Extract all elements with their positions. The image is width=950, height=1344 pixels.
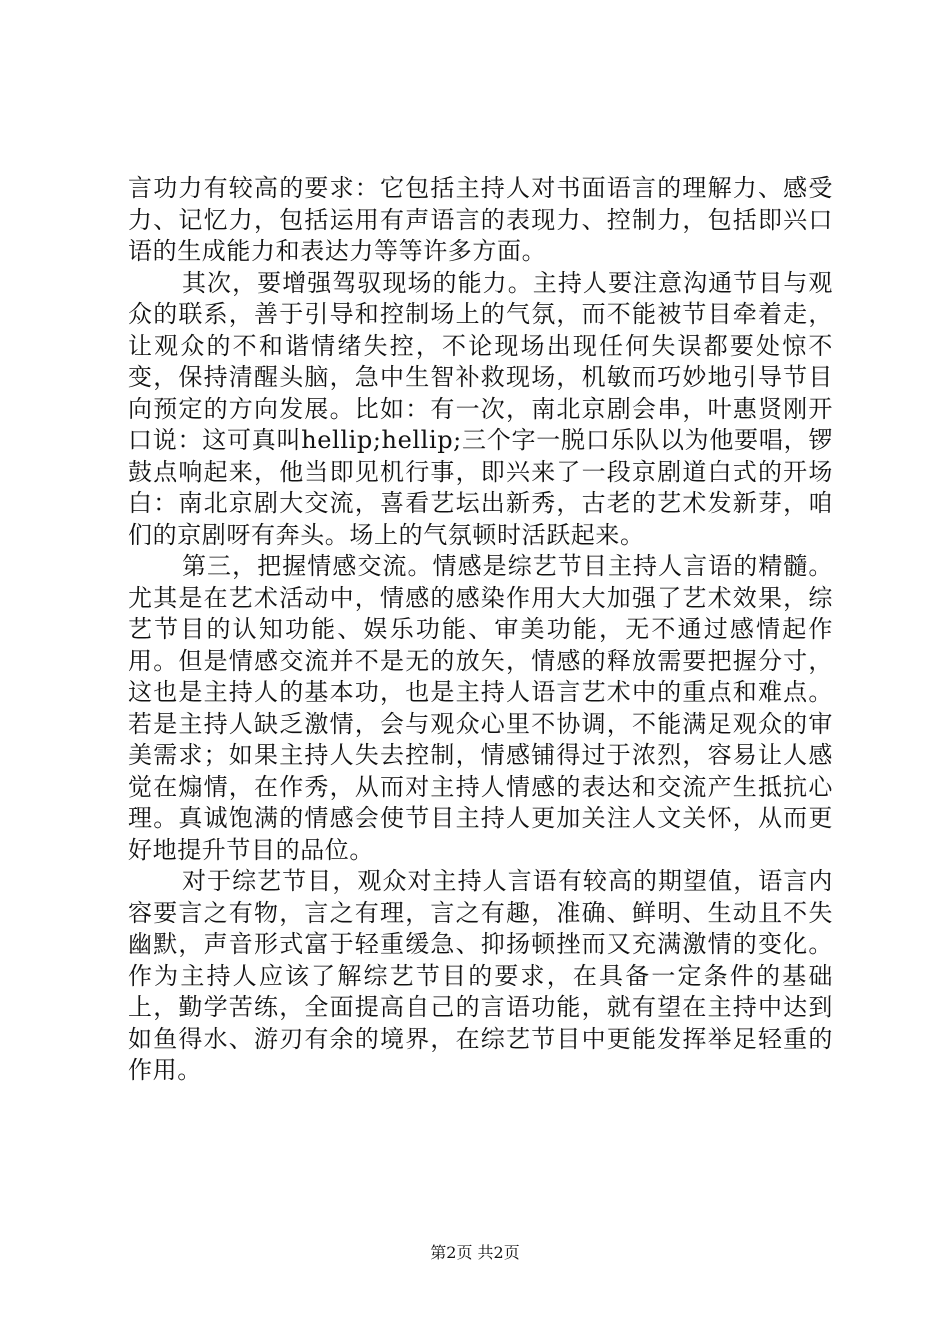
paragraph-4: 对于综艺节目，观众对主持人言语有较高的期望值，语言内容要言之有物，言之有理，言之有趣，准确、鲜明、生动且不失幽默，声音形式富于轻重缓急、抑扬顿挫而又充满激情的变化。作为主持人应该了解综艺节目的要求，在具备一定条件的基础上，勤学苦练，全面提高自己的言语功能，就有望在主持中达到如鱼得水、游刃有余的境界，在综艺节目中更能发挥举足轻重的作用。 [128, 867, 833, 1084]
paragraph-1: 言功力有较高的要求：它包括主持人对书面语言的理解力、感受力、记忆力，包括运用有声语言的表现力、控制力，包括即兴口语的生成能力和表达力等等许多方面。 [128, 174, 833, 265]
paragraph-3: 第三，把握情感交流。情感是综艺节目主持人言语的精髓。尤其是在艺术活动中，情感的感染作用大大加强了艺术效果，综艺节目的认知功能、娱乐功能、审美功能，无不通过感情起作用。但是情感交流并不是无的放矢，情感的释放需要把握分寸，这也是主持人的基本功，也是主持人语言艺术中的重点和难点。若是主持人缺乏激情，会与观众心里不协调，不能满足观众的审美需求；如果主持人失去控制，情感铺得过于浓烈，容易让人感觉在煽情，在作秀，从而对主持人情感的表达和交流产生抵抗心理。真诚饱满的情感会使节目主持人更加关注人文关怀，从而更好地提升节目的品位。 [128, 552, 833, 864]
page-footer: 第2页 共2页 [430, 1243, 520, 1262]
document-body [128, 173, 833, 1087]
paragraph-2: 其次，要增强驾驭现场的能力。主持人要注意沟通节目与观众的联系，善于引导和控制场上的气氛，而不能被节目牵着走，让观众的不和谐情绪失控，不论现场出现任何失误都要处惊不变，保持清醒头脑，急中生智补救现场，机敏而巧妙地引导节目向预定的方向发展。比如：有一次，南北京剧会串，叶惠贤刚开口说：这可真叫hellip;hellip;三个字一脱口乐队以为他要唱，锣鼓点响起来，他当即见机行事，即兴来了一段京剧道白式的开场白：南北京剧大交流，喜看艺坛出新秀，古老的艺术发新芽，咱们的京剧呀有奔头。场上的气氛顿时活跃起来。 [128, 268, 833, 549]
